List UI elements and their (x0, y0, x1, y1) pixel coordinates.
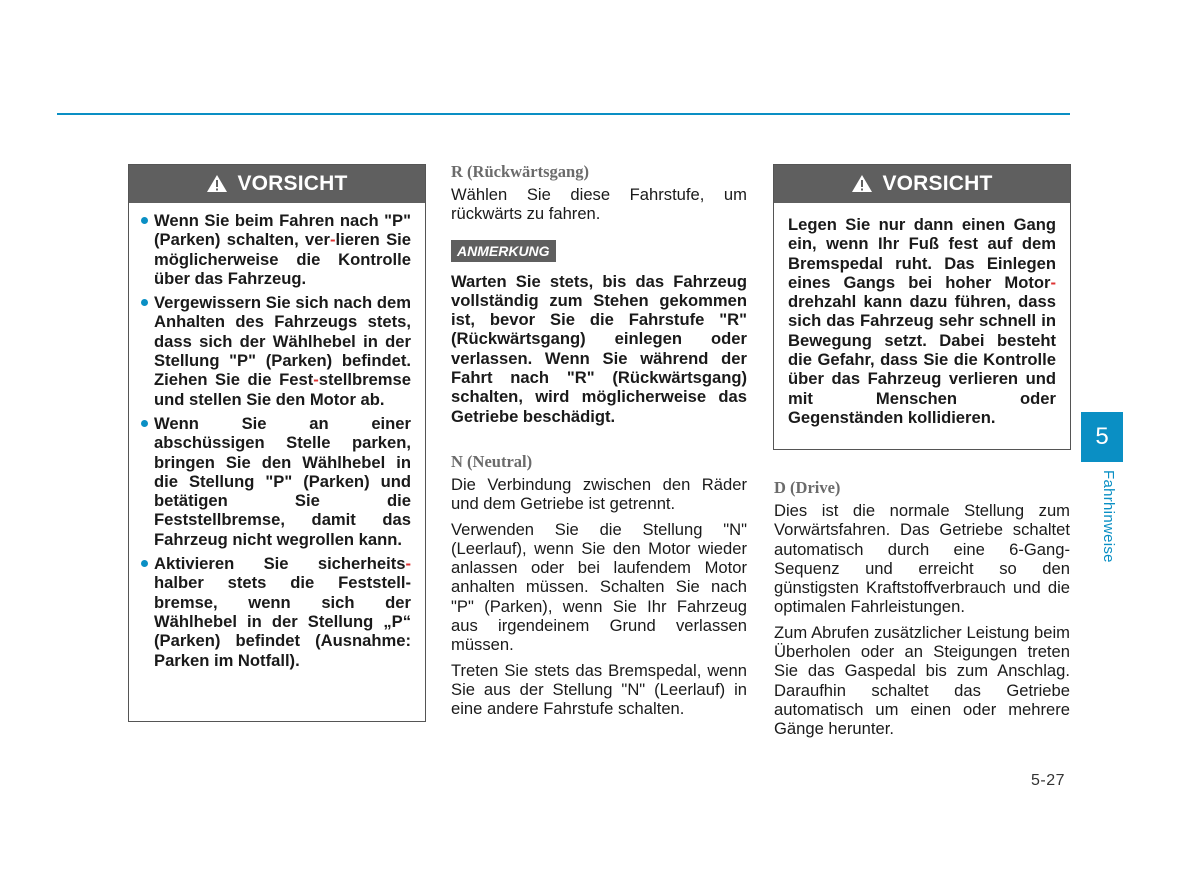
caution-body (774, 203, 1070, 439)
caution-item-text: lieren Sie möglicherweise die Kontrolle über das Fahrzeug. (154, 230, 411, 288)
paragraph: Die Verbindung zwischen den Räder und dem Getriebe ist getrennt. (451, 474, 747, 514)
page-number: 5-27 (1031, 772, 1066, 789)
caution-list-item (143, 211, 411, 288)
caution-text: drehzahl kann dazu führen, dass sich das Fahrzeug sehr schnell in Bewegung setzt. Dabei besteht die Gefahr, dass Sie die Kontrolle über das Fahrzeug verlieren und mit Menschen oder Gegenständen kollidieren. (788, 292, 1056, 427)
right-column (774, 478, 1070, 745)
warning-triangle-icon (206, 174, 228, 193)
caution-title: VORSICHT (882, 172, 993, 195)
note-text: Warten Sie stets, bis das Fahrzeug vollständig zum Stehen gekommen ist, bevor Sie die Fahrstufe "R" (Rückwärtsgang) einlegen oder verlassen. Wenn Sie während der Fahrt nach "R" (Rückwärtsgang) schalten, wird möglicherweise das Getriebe beschädigt. (451, 271, 747, 426)
caution-item-text: Vergewissern Sie sich nach dem Anhalten des Fahrzeugs stets, dass sich der Wählhebel in der Stellung "P" (Parken) befindet. Ziehen Sie die Fest (154, 293, 411, 390)
caution-body (129, 203, 425, 687)
caution-title: VORSICHT (237, 172, 348, 195)
caution-list (143, 211, 411, 670)
section-heading-drive: D (Drive) (774, 478, 841, 497)
caution-item-text: Aktivieren Sie sicherheits (154, 554, 406, 574)
section-heading-reverse: R (Rückwärtsgang) (451, 162, 589, 181)
paragraph: Verwenden Sie die Stellung "N" (Leerlauf), wenn Sie den Motor wieder anlassen oder bei laufendem Motor anhalten müssen. Schalten Sie nach "P" (Parken), wenn Sie Ihr Fahrzeug aus irgendeinem Grund verlassen müssen. (451, 519, 747, 655)
paragraph: Treten Sie stets das Bremspedal, wenn Sie aus der Stellung "N" (Leerlauf) in eine andere Fahrstufe schalten. (451, 660, 747, 719)
header-rule (57, 113, 1070, 115)
caution-item-text: halber stets die Feststell- bremse, wenn sich der Wählhebel in der Stellung „P“ (Parken) befindet (Ausnahme: Parken im Notfall). (154, 573, 411, 670)
warning-triangle-icon (851, 174, 873, 193)
middle-column (451, 162, 747, 725)
paragraph: Wählen Sie diese Fahrstufe, um rückwärts zu fahren. (451, 185, 747, 224)
hyphen-mark: - (1050, 272, 1056, 292)
section-heading-neutral: N (Neutral) (451, 451, 533, 471)
hyphen-mark: - (313, 370, 319, 390)
caution-list-item (143, 554, 411, 670)
chapter-tab: 5 (1081, 412, 1123, 462)
caution-item-text: stellbremse und stellen Sie den Motor ab. (154, 370, 411, 409)
caution-header (129, 165, 425, 203)
caution-text: Legen Sie nur dann einen Gang ein, wenn Ihr Fuß fest auf dem Bremspedal ruht. Das Einlegen eines Gangs bei hoher Motor (788, 215, 1056, 292)
caution-box-left (128, 164, 426, 722)
caution-list-item (143, 293, 411, 409)
chapter-title: Fahrhinweise (1100, 470, 1117, 563)
hyphen-mark: - (329, 230, 336, 250)
note-label: ANMERKUNG (451, 240, 556, 262)
paragraph: Dies ist die normale Stellung zum Vorwärtsfahren. Das Getriebe schaltet automatisch durch eine 6-Gang- Sequenz und erreicht so den günstigsten Kraftstoffverbrauch und die optimalen Fahrleistungen. (774, 501, 1070, 617)
caution-item-text: Wenn Sie beim Fahren nach "P" (Parken) schalten, ver (154, 211, 411, 250)
caution-list-item (143, 414, 411, 549)
paragraph: Zum Abrufen zusätzlicher Leistung beim Überholen oder an Steigungen treten Sie das Gaspedal bis zum Anschlag. Daraufhin schaltet das Getriebe automatisch um einen oder mehrere Gänge herunter. (774, 622, 1070, 739)
hyphen-mark: - (405, 554, 411, 574)
caution-header (774, 165, 1070, 203)
caution-box-right (773, 164, 1071, 450)
caution-item-text: Wenn Sie an einer abschüssigen Stelle parken, bringen Sie den Wählhebel in die Stellung "P" (Parken) und betätigen Sie die Feststellbremse, damit das Fahrzeug nicht wegrollen kann. (154, 413, 411, 549)
